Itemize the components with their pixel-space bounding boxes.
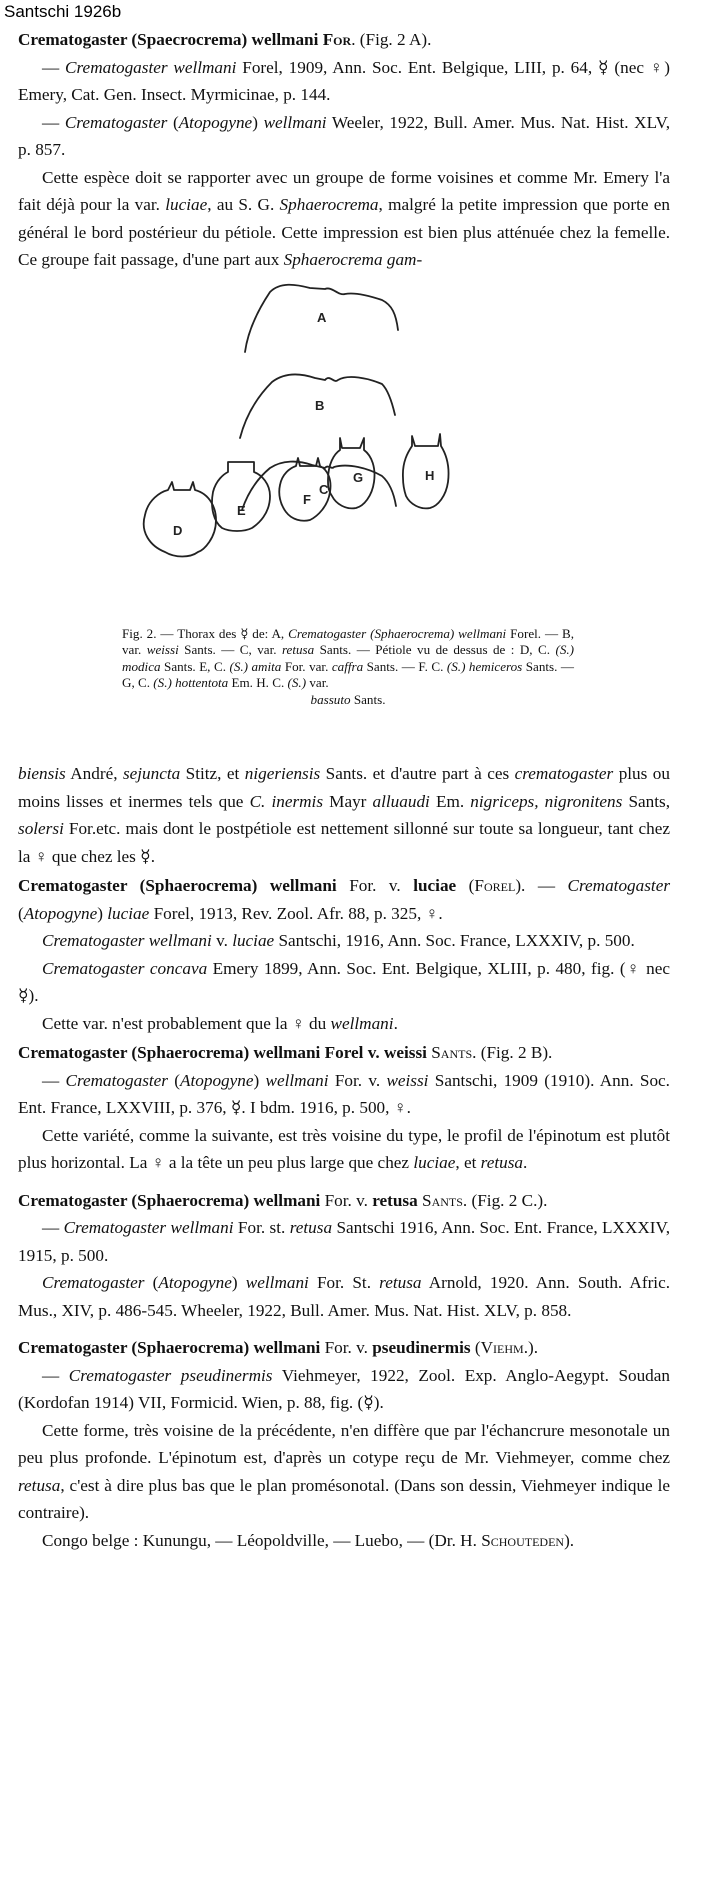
figure-label-f: F	[303, 492, 311, 507]
pseudinermis-description: Cette forme, très voisine de la précédente, n'en diffère que par l'échancrure mesonotale un peu plus profonde. L'épinotum est, d'après un cotype reçu de Mr. Viehmeyer, comme chez retusa, c'est à dire plus bas que le plan promésonotal. (Dans son dessin, Viehmeyer indique le contraire).	[18, 1420, 670, 1522]
species-heading-wellmani: Crematogaster (Spaecrocrema) wellmani For. (Fig. 2 A).	[18, 30, 432, 49]
luciae-synonym-2: Crematogaster concava Emery 1899, Ann. Soc. Ent. Belgique, XLIII, p. 480, fig. (♀ nec ☿).	[18, 958, 671, 1005]
figure-label-g: G	[353, 470, 364, 485]
figure-label-d: D	[173, 523, 183, 538]
description-paragraph: Cette espèce doit se rapporter avec un groupe de forme voisines et comme Mr. Emery l'a fait déjà pour la var. luciae, au S. G. Sphaerocrema, malgré la petite impression que porte en général le bord postérieur du pétiole. Cette impression est bien plus atténuée chez la femelle. Ce groupe fait passage, d'une part aux Sphaerocrema gam-	[18, 167, 671, 269]
figure-label-c: C	[319, 482, 329, 497]
retusa-synonym-1: — Crematogaster wellmani For. st. retusa Santschi 1916, Ann. Soc. Ent. France, LXXXIV, 1915, p. 500.	[18, 1218, 670, 1265]
page-header-title: Santschi 1926b	[4, 2, 122, 21]
figure-label-e: E	[237, 503, 246, 518]
figure-label-b: B	[315, 398, 325, 413]
pseudinermis-synonym: — Crematogaster pseudinermis Viehmeyer, 1922, Zool. Exp. Anglo-Aegypt. Soudan (Kordofan 1914) VII, Formicid. Wien, p. 88, fig. (☿).	[18, 1365, 671, 1412]
species-heading-retusa: Crematogaster (Sphaerocrema) wellmani For. v. retusa Sants. (Fig. 2 C.).	[18, 1190, 548, 1210]
bottom-text-block	[18, 760, 670, 1554]
synonym-paragraph-2: — Crematogaster (Atopogyne) wellmani Weeler, 1922, Bull. Amer. Mus. Nat. Hist. XLV, p. 857.	[18, 112, 671, 159]
luciae-synonym-1: Crematogaster wellmani v. luciae Santschi, 1916, Ann. Soc. France, LXXXIV, p. 500.	[42, 931, 635, 950]
species-heading-pseudinermis: Crematogaster (Sphaerocrema) wellmani For. v. pseudinermis (Viehm.).	[18, 1338, 539, 1357]
continuation-paragraph: biensis André, sejuncta Stitz, et nigeriensis Sants. et d'autre part à ces crematogaster plus ou moins lisses et inermes tels que C. inermis Mayr alluaudi Em. nigriceps, nigronitens Sants, solersi For.etc. mais dont le postpétiole est nettement sillonné sur toute sa longueur, tant chez la ♀ que chez les ☿.	[18, 764, 671, 866]
petiole-d	[144, 482, 216, 557]
synonym-paragraph-1: — Crematogaster wellmani Forel, 1909, Ann. Soc. Ent. Belgique, LIII, p. 64, ☿ (nec ♀) Emery, Cat. Gen. Insect. Myrmicinae, p. 144.	[18, 57, 671, 104]
retusa-synonym-2: Crematogaster (Atopogyne) wellmani For. St. retusa Arnold, 1920. Ann. South. Afric. Mus., XIV, p. 486-545. Wheeler, 1922, Bull. Amer. Mus. Nat. Hist. XLV, p. 858.	[18, 1273, 670, 1320]
figure-caption: Fig. 2. — Thorax des ☿ de: A, Crematogaster (Sphaerocrema) wellmani Forel. — B, var. weissi Sants. — C, var. retusa Sants. — Pétiole vu de dessus de : D, C. (S.) modica Sants. E, C. (S.) amita For. var. caffra Sants. — F. C. (S.) hemiceros Sants. — G, C. (S.) hottentota Em. H. C. (S.) var. bassuto Sants.	[122, 626, 575, 707]
petiole-e	[212, 462, 270, 531]
species-heading-weissi: Crematogaster (Sphaerocrema) wellmani Forel v. weissi Sants. (Fig. 2 B).	[18, 1043, 553, 1062]
weissi-description: Cette variété, comme la suivante, est très voisine du type, le profil de l'épinotum est plutôt plus horizontal. La ♀ a la tête un peu plus large que chez luciae, et retusa.	[18, 1125, 670, 1172]
species-heading-luciae: Crematogaster (Sphaerocrema) wellmani For. v. luciae (Forel). — Crematogaster (Atopogyne) luciae Forel, 1913, Rev. Zool. Afr. 88, p. 325, ♀.	[18, 876, 671, 923]
weissi-synonym: — Crematogaster (Atopogyne) wellmani For. v. weissi Santschi, 1909 (1910). Ann. Soc. Ent. France, LXXVIII, p. 376, ☿. I bdm. 1916, p. 500, ♀.	[18, 1070, 670, 1117]
figure-label-h: H	[425, 468, 435, 483]
petiole-g	[328, 438, 375, 508]
figure-label-a: A	[317, 310, 327, 325]
top-text-block	[18, 26, 670, 274]
luciae-note: Cette var. n'est probablement que la ♀ du wellmani.	[42, 1013, 398, 1033]
figure-2-drawings	[120, 270, 590, 630]
locality-paragraph: Congo belge : Kunungu, — Léopoldville, — Luebo, — (Dr. H. Schouteden).	[42, 1530, 575, 1550]
thorax-petiole-drawings	[120, 270, 590, 630]
